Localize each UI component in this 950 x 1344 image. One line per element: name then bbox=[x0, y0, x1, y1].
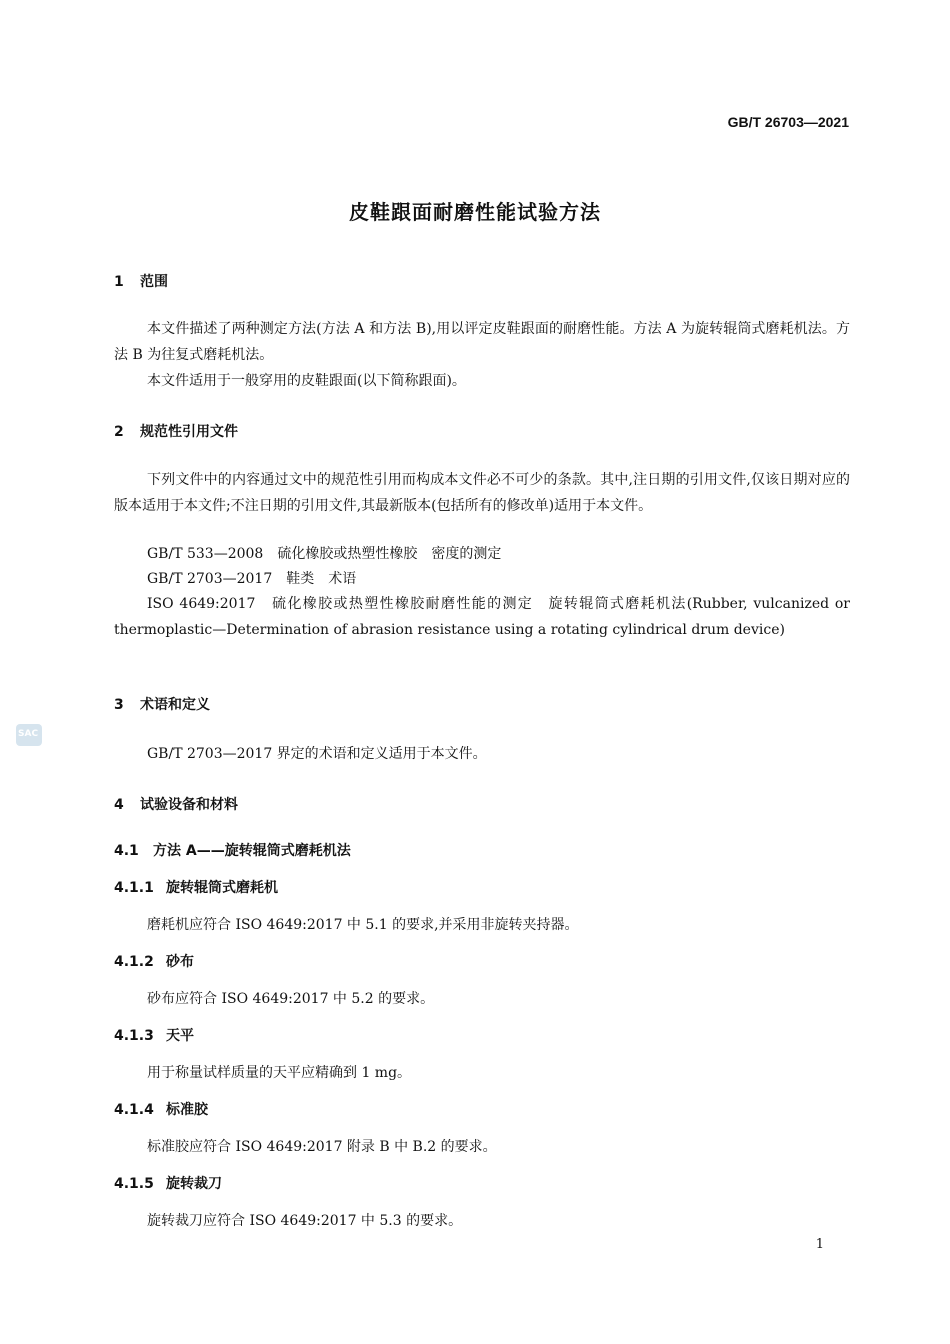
item-4-1-4-heading bbox=[114, 1099, 208, 1119]
reference-item: ISO 4649:2017 硫化橡胶或热塑性橡胶耐磨性能的测定 旋转辊筒式磨耗机法(Rubber, vulcanized or thermoplastic—Determination of abrasion resistance using a rotating cylindrical drum device) bbox=[114, 596, 850, 638]
section-number: 4.1.1 bbox=[114, 880, 154, 896]
document-title: 皮鞋跟面耐磨性能试验方法 bbox=[349, 200, 601, 224]
standard-code: GB/T 26703—2021 bbox=[727, 114, 849, 130]
item-4-1-1-heading bbox=[114, 877, 278, 897]
section-title: 术语和定义 bbox=[140, 697, 210, 713]
section-2-heading bbox=[114, 421, 238, 441]
subsection-4-1-heading bbox=[114, 840, 351, 860]
reference-item: GB/T 2703—2017 鞋类 术语 bbox=[147, 571, 357, 587]
section-number: 4.1.5 bbox=[114, 1176, 154, 1192]
section-number: 4.1 bbox=[114, 843, 139, 859]
section-number: 4 bbox=[114, 797, 124, 813]
section-title: 试验设备和材料 bbox=[140, 797, 238, 813]
watermark-text: SAC bbox=[18, 729, 39, 739]
item-4-1-2-heading bbox=[114, 951, 194, 971]
section-title: 规范性引用文件 bbox=[140, 424, 238, 440]
page-number: 1 bbox=[815, 1237, 824, 1252]
section-4-heading bbox=[114, 794, 238, 814]
section-number: 4.1.4 bbox=[114, 1102, 154, 1118]
section-title: 方法 A——旋转辊筒式磨耗机法 bbox=[153, 843, 351, 859]
item-4-1-5-text: 旋转裁刀应符合 ISO 4649:2017 中 5.3 的要求。 bbox=[147, 1213, 463, 1229]
section-title: 旋转辊筒式磨耗机 bbox=[166, 880, 278, 896]
reference-item: GB/T 533—2008 硫化橡胶或热塑性橡胶 密度的测定 bbox=[147, 546, 502, 562]
section-2-paragraph: 下列文件中的内容通过文中的规范性引用而构成本文件必不可少的条款。其中,注日期的引用文件,仅该日期对应的版本适用于本文件;不注日期的引用文件,其最新版本(包括所有的修改单)适用于本文件。 bbox=[114, 472, 850, 514]
section-1-paragraph-2: 本文件适用于一般穿用的皮鞋跟面(以下简称跟面)。 bbox=[147, 373, 466, 389]
section-number: 4.1.3 bbox=[114, 1028, 154, 1044]
section-title: 天平 bbox=[166, 1028, 194, 1044]
section-number: 1 bbox=[114, 274, 124, 290]
section-1-heading bbox=[114, 271, 168, 291]
section-title: 标准胶 bbox=[166, 1102, 208, 1118]
section-title: 范围 bbox=[140, 274, 168, 290]
section-3-heading bbox=[114, 694, 210, 714]
section-3-paragraph: GB/T 2703—2017 界定的术语和定义适用于本文件。 bbox=[147, 746, 487, 762]
section-number: 2 bbox=[114, 424, 124, 440]
section-number: 4.1.2 bbox=[114, 954, 154, 970]
item-4-1-1-text: 磨耗机应符合 ISO 4649:2017 中 5.1 的要求,并采用非旋转夹持器。 bbox=[147, 917, 579, 933]
section-title: 旋转裁刀 bbox=[166, 1176, 222, 1192]
section-1-paragraph-1: 本文件描述了两种测定方法(方法 A 和方法 B),用以评定皮鞋跟面的耐磨性能。方法 A 为旋转辊筒式磨耗机法。方法 B 为往复式磨耗机法。 bbox=[114, 321, 850, 363]
item-4-1-5-heading bbox=[114, 1173, 222, 1193]
sac-watermark-logo bbox=[16, 724, 42, 746]
item-4-1-2-text: 砂布应符合 ISO 4649:2017 中 5.2 的要求。 bbox=[147, 991, 435, 1007]
item-4-1-3-text: 用于称量试样质量的天平应精确到 1 mg。 bbox=[147, 1065, 412, 1081]
item-4-1-3-heading bbox=[114, 1025, 194, 1045]
item-4-1-4-text: 标准胶应符合 ISO 4649:2017 附录 B 中 B.2 的要求。 bbox=[147, 1139, 497, 1155]
section-number: 3 bbox=[114, 697, 124, 713]
section-title: 砂布 bbox=[166, 954, 194, 970]
